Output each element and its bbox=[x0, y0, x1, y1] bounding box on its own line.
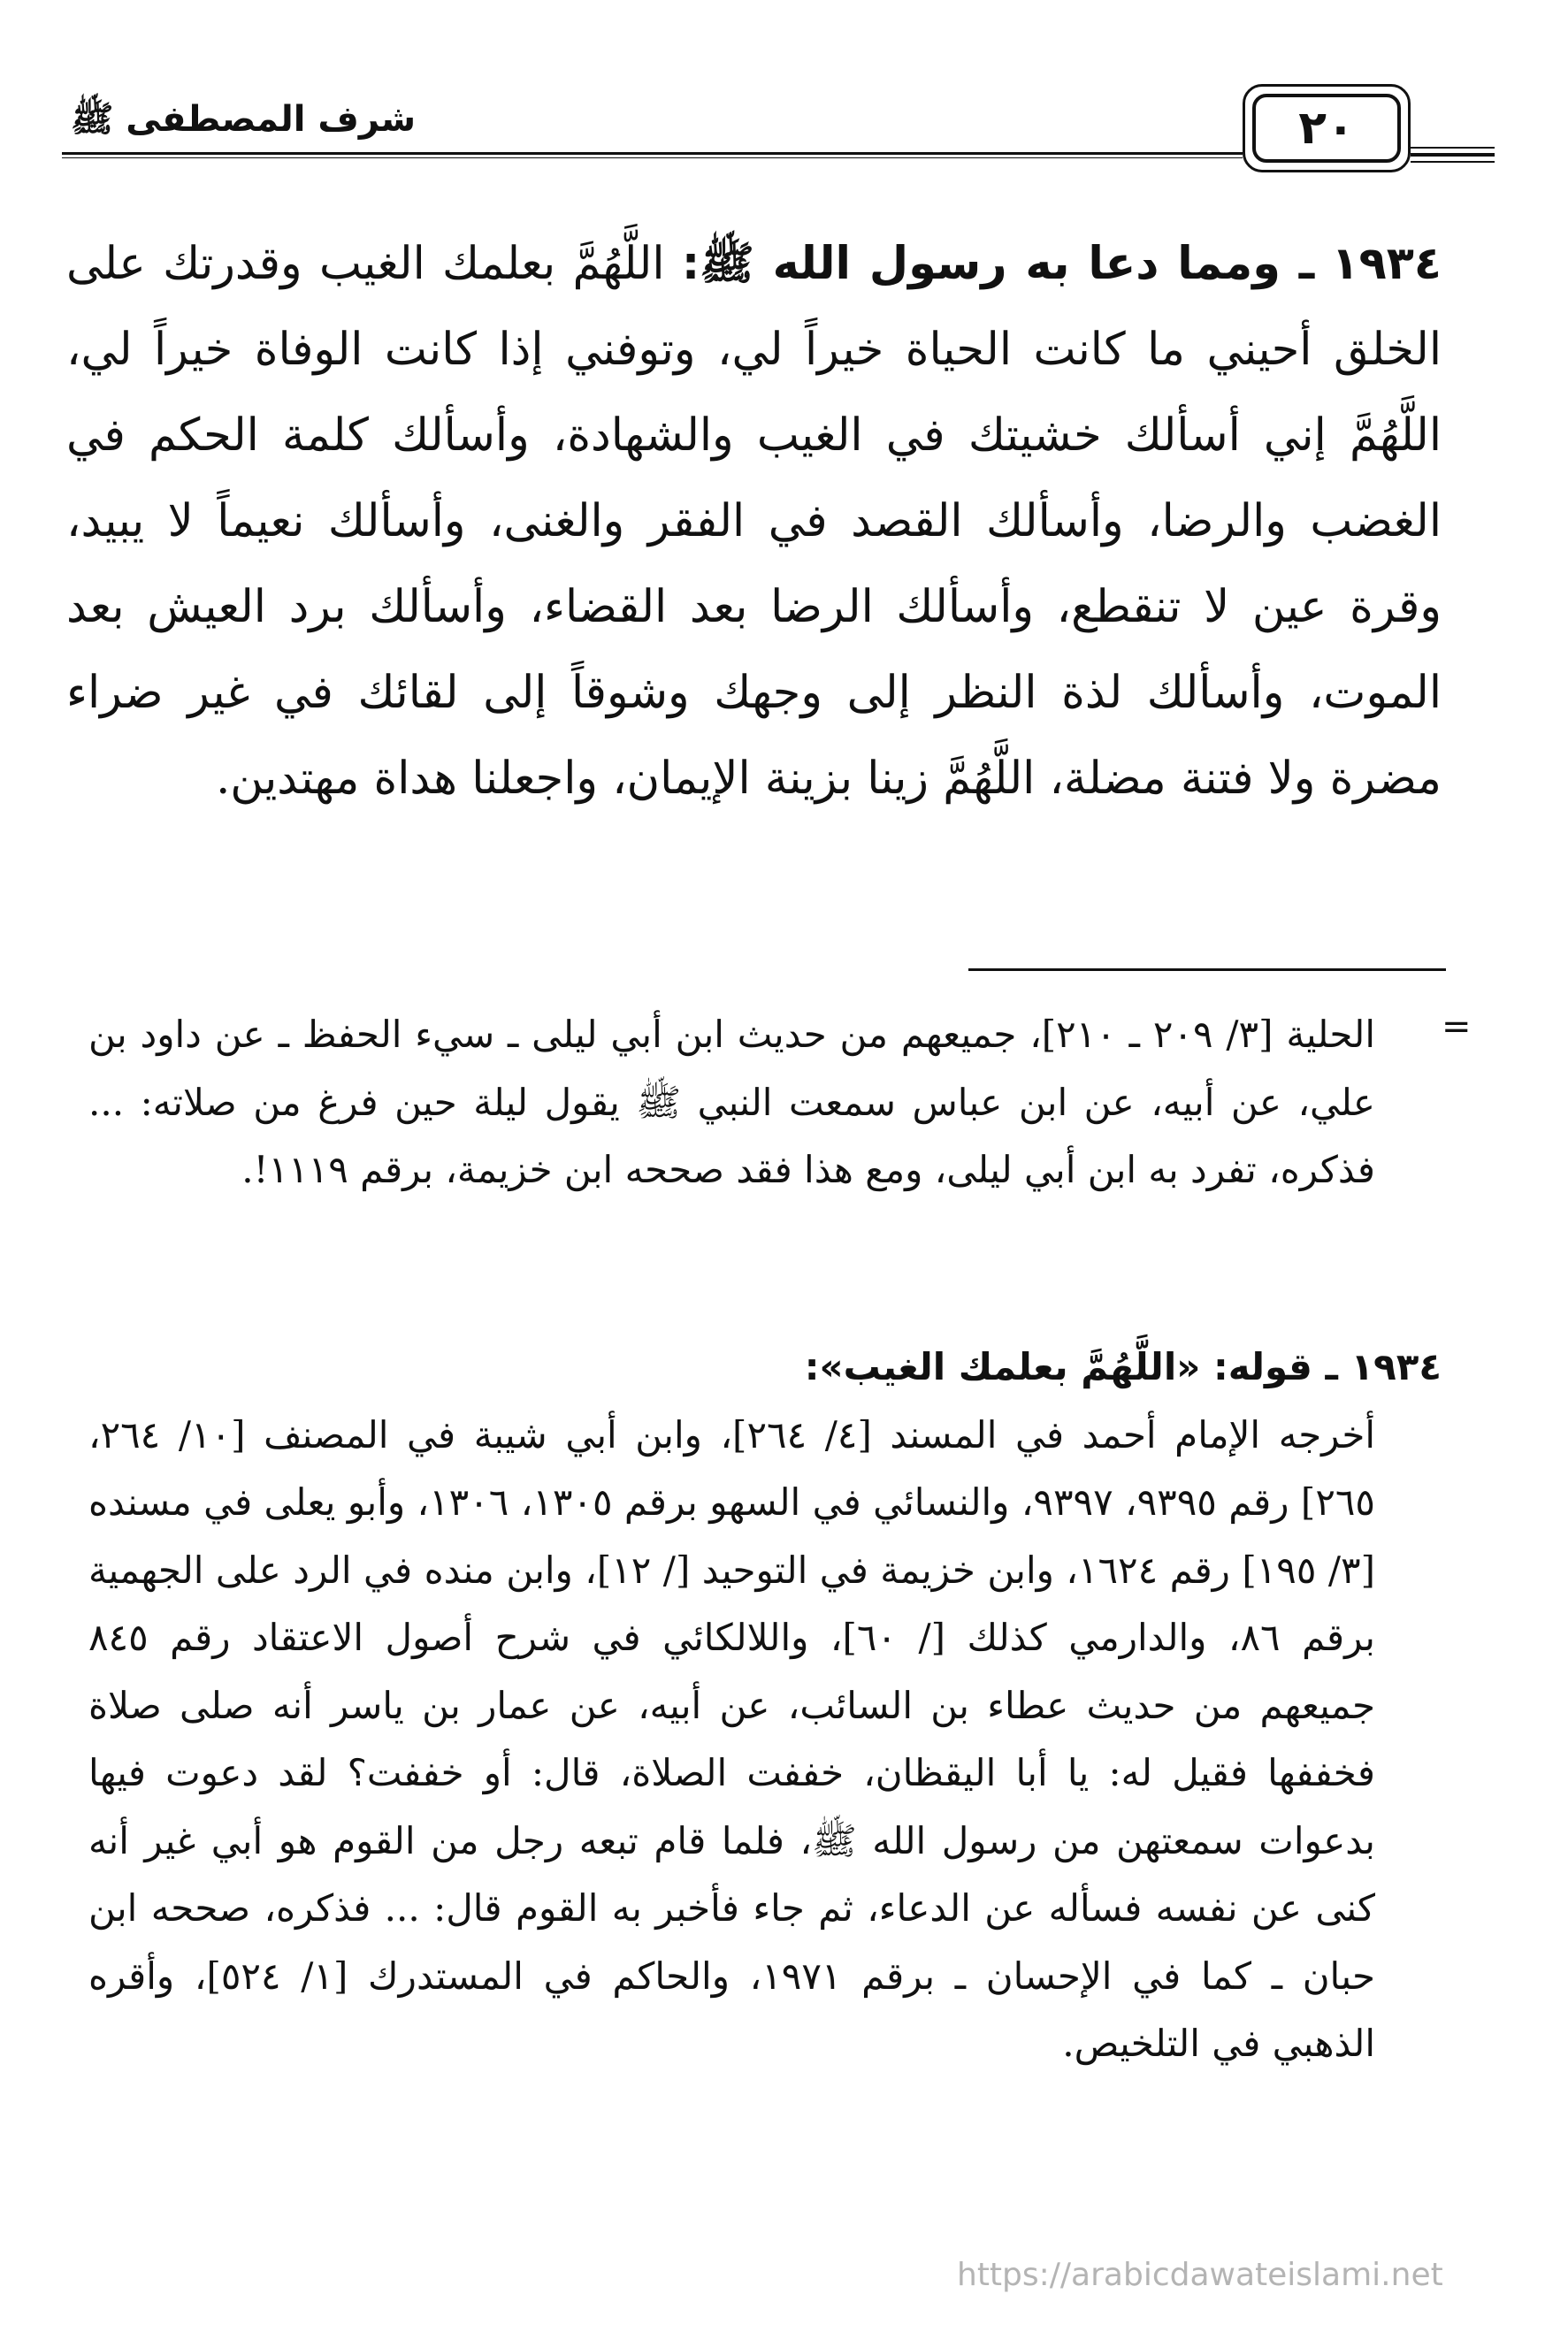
hadith-text bbox=[66, 221, 1442, 822]
hadith-body: اللَّهُمَّ بعلمك الغيب وقدرتك على الخلق أحيني ما كانت الحياة خيراً لي، وتوفني إذا كانت الوفاة خيراً لي، اللَّهُمَّ إني أسألك خشيتك في الغيب والشهادة، وأسألك كلمة الحكم في الغضب والرضا، وأسألك القصد في الفقر والغنى، وأسألك نعيماً لا يبيد، وقرة عين لا تنقطع، وأسألك الرضا بعد القضاء، وأسألك برد العيش بعد الموت، وأسألك لذة النظر إلى وجهك وشوقاً إلى لقائك في غير ضراء مضرة ولا فتنة مضلة، اللَّهُمَّ زينا بزينة الإيمان، واجعلنا هداة مهتدين. bbox=[66, 238, 1442, 805]
running-title: شرف المصطفى ﷺ bbox=[71, 99, 417, 140]
footnote-heading: ١٩٣٤ ـ قوله: «اللَّهُمَّ بعلمك الغيب»: bbox=[804, 1345, 1442, 1388]
header-rule bbox=[62, 152, 1243, 155]
hadith-lead: ـ ومما دعا به رسول الله ﷺ: bbox=[681, 238, 1315, 290]
page-header bbox=[62, 80, 1442, 186]
footnote bbox=[88, 1334, 1442, 2078]
footnote-continued bbox=[88, 1001, 1442, 1204]
continuation-mark: = bbox=[1442, 1006, 1472, 1047]
footnote-text: أخرجه الإمام أحمد في المسند [٤/ ٢٦٤]، وابن أبي شيبة في المصنف [١٠/ ٢٦٤، ٢٦٥] رقم ٩٣٩٥، ٩٣٩٧، والنسائي في السهو برقم ١٣٠٥، ١٣٠٦، وأبو يعلى في مسنده [٣/ ١٩٥] رقم ١٦٢٤، وابن خزيمة في التوحيد [/ ١٢]، وابن منده في الرد على الجهمية برقم ٨٦، والدارمي كذلك [/ ٦٠]، واللالكائي في شرح أصول الاعتقاد رقم ٨٤٥ جميعهم من حديث عطاء بن السائب، عن أبيه، عن عمار بن ياسر أنه صلى صلاة فخففها فقيل له: يا أبا اليقظان، خففت الصلاة، قال: أو خففت؟ لقد دعوت فيها بدعوات سمعتهن من رسول الله ﷺ، فلما قام تبعه رجل من القوم هو أبي غير أنه كنى عن نفسه فسأله عن الدعاء، ثم جاء فأخبر به القوم قال: ... فذكره، صححه ابن حبان ـ كما في الإحسان ـ برقم ١٩٧١، والحاكم في المستدرك [١/ ٥٢٤]، وأقره الذهبي في التلخيص. bbox=[88, 1412, 1375, 2065]
watermark: https://arabicdawateislami.net bbox=[957, 2257, 1443, 2293]
hadith-number: ١٩٣٤ bbox=[1331, 238, 1442, 290]
header-rule-right bbox=[1411, 147, 1495, 149]
page-number: ٢٠ bbox=[1252, 94, 1401, 163]
footnote-separator bbox=[968, 968, 1446, 971]
header-rule-right bbox=[1411, 153, 1495, 157]
footnote-text: الحلية [٣/ ٢٠٩ ـ ٢١٠]، جميعهم من حديث ابن أبي ليلى ـ سيء الحفظ ـ عن داود بن علي، عن أبيه، عن ابن عباس سمعت النبي ﷺ يقول ليلة حين فرغ من صلاته: ... فذكره، تفرد به ابن أبي ليلى، ومع هذا فقد صححه ابن خزيمة، برقم ١١١٩!. bbox=[88, 1013, 1375, 1191]
page-number-frame bbox=[1243, 84, 1411, 172]
header-rule-thin bbox=[62, 157, 1243, 158]
header-rule-right bbox=[1411, 161, 1495, 163]
